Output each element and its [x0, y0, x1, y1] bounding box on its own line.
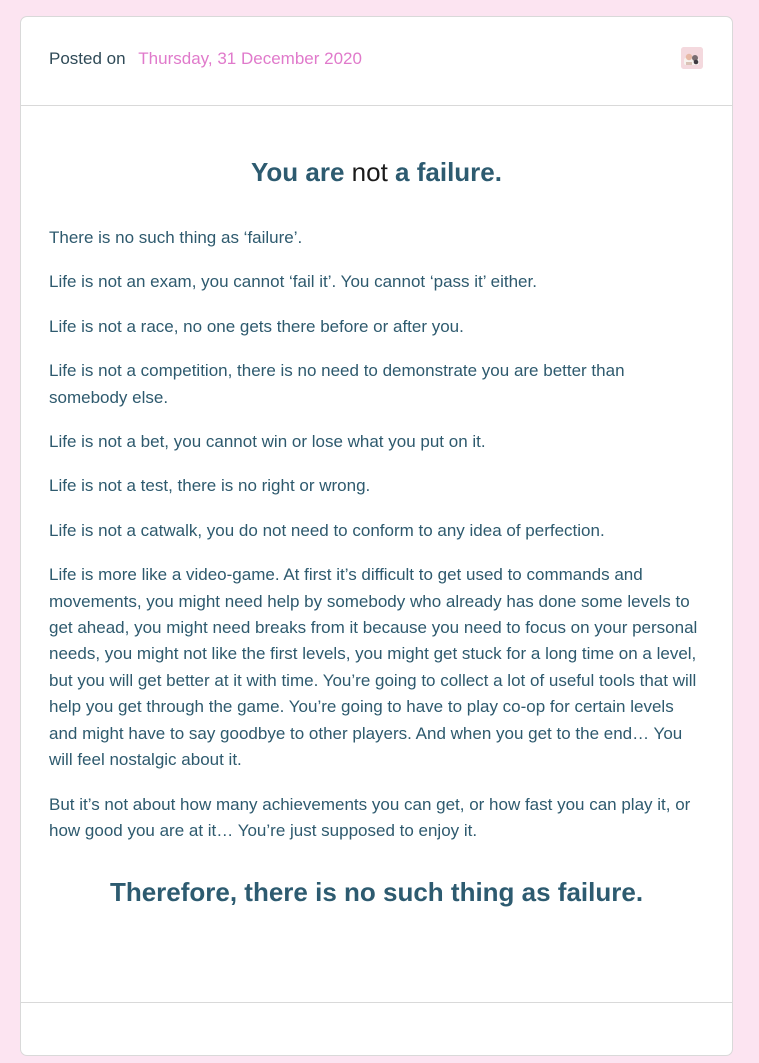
post-date-link[interactable]: Thursday, 31 December 2020 — [138, 49, 362, 68]
paragraph: Life is more like a video-game. At first it’s difficult to get used to commands and movements, you might need help by somebody who already has done some levels to get ahead, you might need breaks from it because you need to focus on your personal needs, you might not like the first levels, you might get stuck for a long time on a level, but you will get better at it with time. You’re going to collect a lot of useful tools that will help you get through the game. You’re going to have to play co-op for certain levels and might have to say goodbye to other players. And when you get to the end… You will feel nostalgic about it. — [49, 565, 698, 770]
avatar-icon[interactable] — [681, 47, 703, 69]
post-content — [49, 225, 704, 844]
post-card — [20, 16, 733, 1056]
post-header — [21, 17, 732, 106]
paragraph: Life is not an exam, you cannot ‘fail it’. You cannot ‘pass it’ either. — [49, 272, 537, 292]
post-title — [49, 156, 704, 188]
post-footer — [21, 1002, 732, 1063]
paragraph: Life is not a race, no one gets there before or after you. — [49, 316, 464, 336]
posted-on-label: Posted on — [49, 49, 126, 68]
paragraph: But it’s not about how many achievements you can get, or how fast you can play it, or how good you are at it… You’re just supposed to enjoy it. — [49, 794, 691, 840]
conclusion-heading: Therefore, there is no such thing as failure. — [109, 877, 644, 908]
title-part-not: not — [351, 157, 388, 187]
paragraph: Life is not a competition, there is no need to demonstrate you are better than somebody else. — [49, 361, 625, 407]
post-meta — [49, 49, 362, 69]
paragraph: Life is not a test, there is no right or wrong. — [49, 476, 371, 496]
paragraph: Life is not a catwalk, you do not need to conform to any idea of perfection. — [49, 520, 605, 540]
paragraph: Life is not a bet, you cannot win or lose what you put on it. — [49, 432, 486, 452]
avatar-image — [681, 47, 703, 69]
paragraph: There is no such thing as ‘failure’. — [49, 228, 303, 247]
post-body — [21, 156, 732, 908]
title-part-start: You are — [251, 157, 352, 187]
title-part-end: a failure. — [387, 157, 502, 187]
